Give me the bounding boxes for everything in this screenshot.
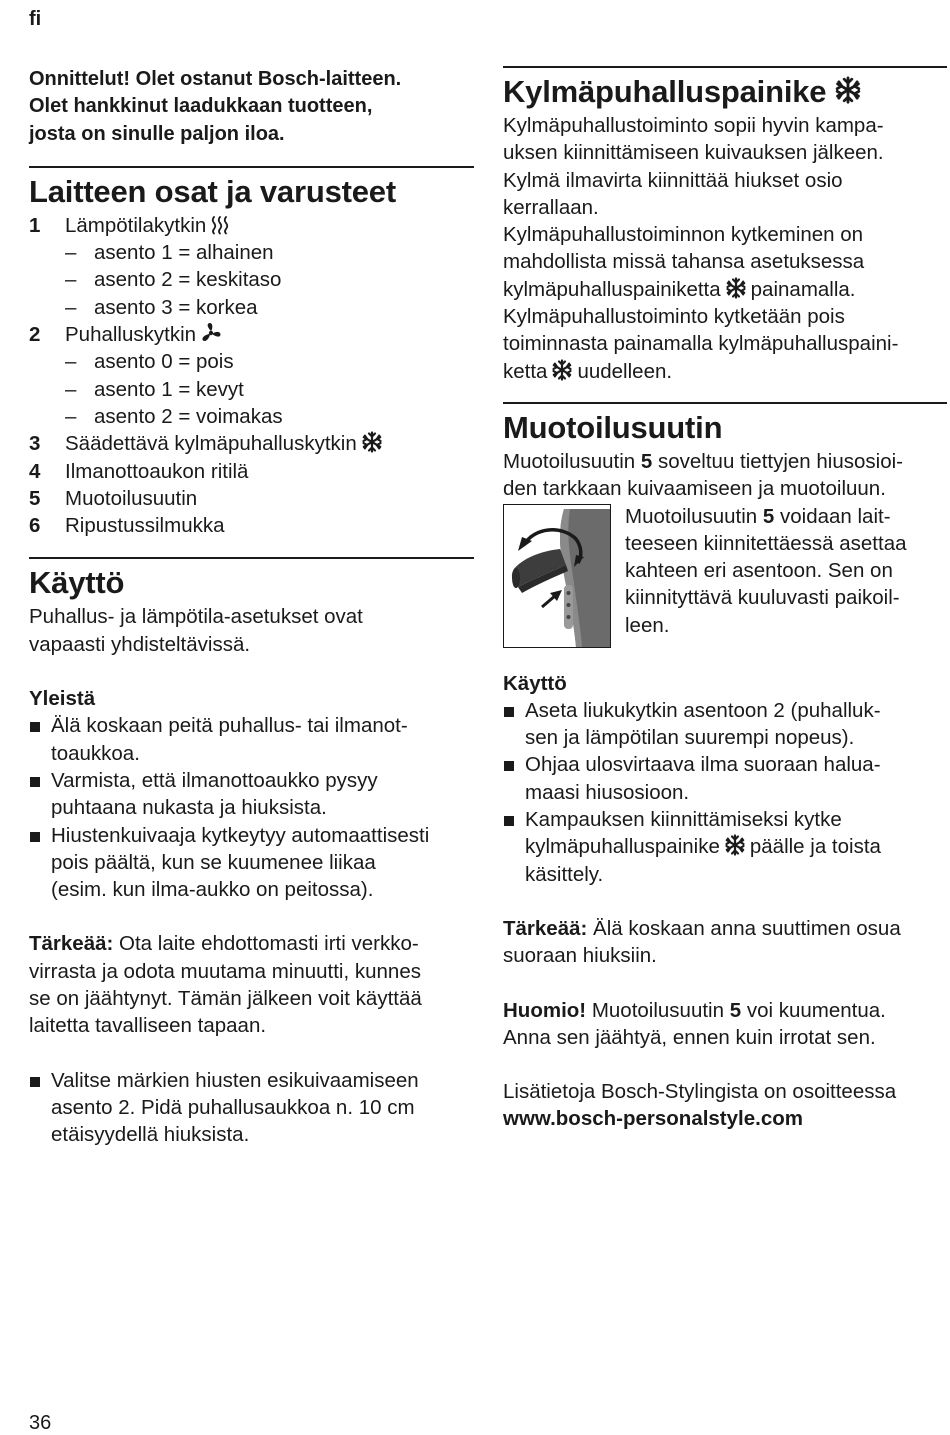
nozzle-bullet: Aseta liukukytkin asentoon 2 (puhalluk- sen ja lämpötilan suurempi nopeus). <box>503 697 947 752</box>
snowflake-icon <box>551 359 573 381</box>
nozzle-important-note: Tärkeää: Älä koskaan anna suuttimen osua suoraan hiuksiin. <box>503 916 901 968</box>
left-column <box>29 66 474 1149</box>
parts-heading: Laitteen osat ja varusteet <box>29 173 396 209</box>
usage-text: vapaasti yhdisteltävissä. <box>29 632 251 656</box>
nozzle-figure-row <box>503 503 947 651</box>
parts-item-4: 4 Ilmanottoaukon ritilä <box>29 459 249 483</box>
language-code: fi <box>29 8 42 30</box>
right-column <box>503 66 947 1133</box>
snowflake-icon <box>361 431 383 453</box>
general-bullet: Varmista, että ilmanottoaukko pysyy puhtaana nukasta ja hiuksista. <box>29 767 474 822</box>
section-divider <box>29 557 474 559</box>
section-divider <box>503 402 947 404</box>
snowflake-icon <box>834 76 862 104</box>
nozzle-intro: Muotoilusuutin 5 soveltuu tiettyjen hiusosioi- <box>503 449 903 473</box>
parts-item-3: 3 Säädettävä kylmäpuhalluskytkin <box>29 430 474 457</box>
general-bullet: Hiustenkuivaaja kytkeytyy automaattisesti pois päältä, kun se kuumenee liikaa (esim. kun ilma-aukko on peitossa). <box>29 822 474 904</box>
important-note: Tärkeää: Ota laite ehdottomasti irti verkko- virrasta ja odota muutama minuutti, kunnes se on jäähtynyt. Tämän jälkeen voit käyttää laitetta tavalliseen tapaan. <box>29 932 422 1038</box>
nozzle-bullet: Ohjaa ulosvirtaava ilma suoraan halua- maasi hiusosioon. <box>503 751 947 806</box>
parts-subitem: – asento 1 = kevyt <box>65 377 244 401</box>
snowflake-icon <box>724 834 746 856</box>
more-info: Lisätietoja Bosch-Stylingista on osoitteessa www.bosch-personalstyle.com <box>503 1080 897 1131</box>
parts-list <box>29 212 474 540</box>
parts-subitem: – asento 2 = voimakas <box>65 404 283 428</box>
parts-item-5: 5 Muotoilusuutin <box>29 486 198 510</box>
section-divider <box>503 66 947 68</box>
drying-bullet: Valitse märkien hiusten esikuivaamiseen asento 2. Pidä puhallusaukkoa n. 10 cm etäisyydellä hiuksista. <box>29 1067 474 1149</box>
parts-item-6: 6 Ripustussilmukka <box>29 514 225 538</box>
intro-text: Onnittelut! Olet ostanut Bosch-laitteen. Olet hankkinut laadukkaan tuotteen, josta on sinulle paljon iloa. <box>29 68 402 145</box>
section-divider <box>29 166 474 168</box>
page-number: 36 <box>29 1412 52 1434</box>
parts-subitem: – asento 3 = korkea <box>65 295 258 319</box>
usage-heading: Käyttö <box>29 565 125 601</box>
nozzle-figure-text: Muotoilusuutin 5 voidaan lait- teeseen kiinnitettäessä asettaa kahteen eri asentoon. Sen on kiinnityttävä kuuluvasti paikoil- leen. <box>625 504 907 637</box>
nozzle-warning-note: Huomio! Muotoilusuutin 5 voi kuumentua. Anna sen jäähtyä, ennen kuin irrotat sen. <box>503 998 886 1049</box>
fan-icon <box>200 322 222 344</box>
general-heading: Yleistä <box>29 687 96 711</box>
heat-icon <box>210 215 230 235</box>
cold-heading: Kylmäpuhalluspainike <box>503 72 947 112</box>
website-link[interactable]: www.bosch-personalstyle.com <box>503 1107 803 1131</box>
cold-text: Kylmäpuhallustoiminto sopii hyvin kampa- uksen kiinnittämiseen kuivauksen jälkeen. Kylmä ilmavirta kiinnittää hiukset osio kerrallaan. Kylmäpuhallustoiminnon kytkeminen on mahdollista missä tahansa asetuksessa kylmäpuhalluspainiketta painamalla. Kylmäpuhallustoiminto kytketään pois toiminnasta painamalla kylmäpuhalluspaini- ketta uudelleen. <box>503 114 899 383</box>
usage-text: Puhallus- ja lämpötila-asetukset ovat <box>29 605 363 629</box>
snowflake-icon <box>725 277 747 299</box>
nozzle-illustration <box>503 504 611 648</box>
nozzle-heading: Muotoilusuutin <box>503 409 723 445</box>
nozzle-use-heading: Käyttö <box>503 671 567 695</box>
parts-item-2: 2 Puhalluskytkin <box>29 321 474 348</box>
parts-subitem: – asento 0 = pois <box>65 350 234 374</box>
parts-item-1: 1 Lämpötilakytkin <box>29 212 474 239</box>
general-bullet: Älä koskaan peitä puhallus- tai ilmanot- toaukkoa. <box>29 712 474 767</box>
parts-subitem: – asento 2 = keskitaso <box>65 268 282 292</box>
nozzle-intro: den tarkkaan kuivaamiseen ja muotoiluun. <box>503 477 886 501</box>
parts-subitem: – asento 1 = alhainen <box>65 241 274 265</box>
nozzle-bullet: Kampauksen kiinnittämiseksi kytke kylmäpuhalluspainike päälle ja toista käsittely. <box>503 806 947 888</box>
